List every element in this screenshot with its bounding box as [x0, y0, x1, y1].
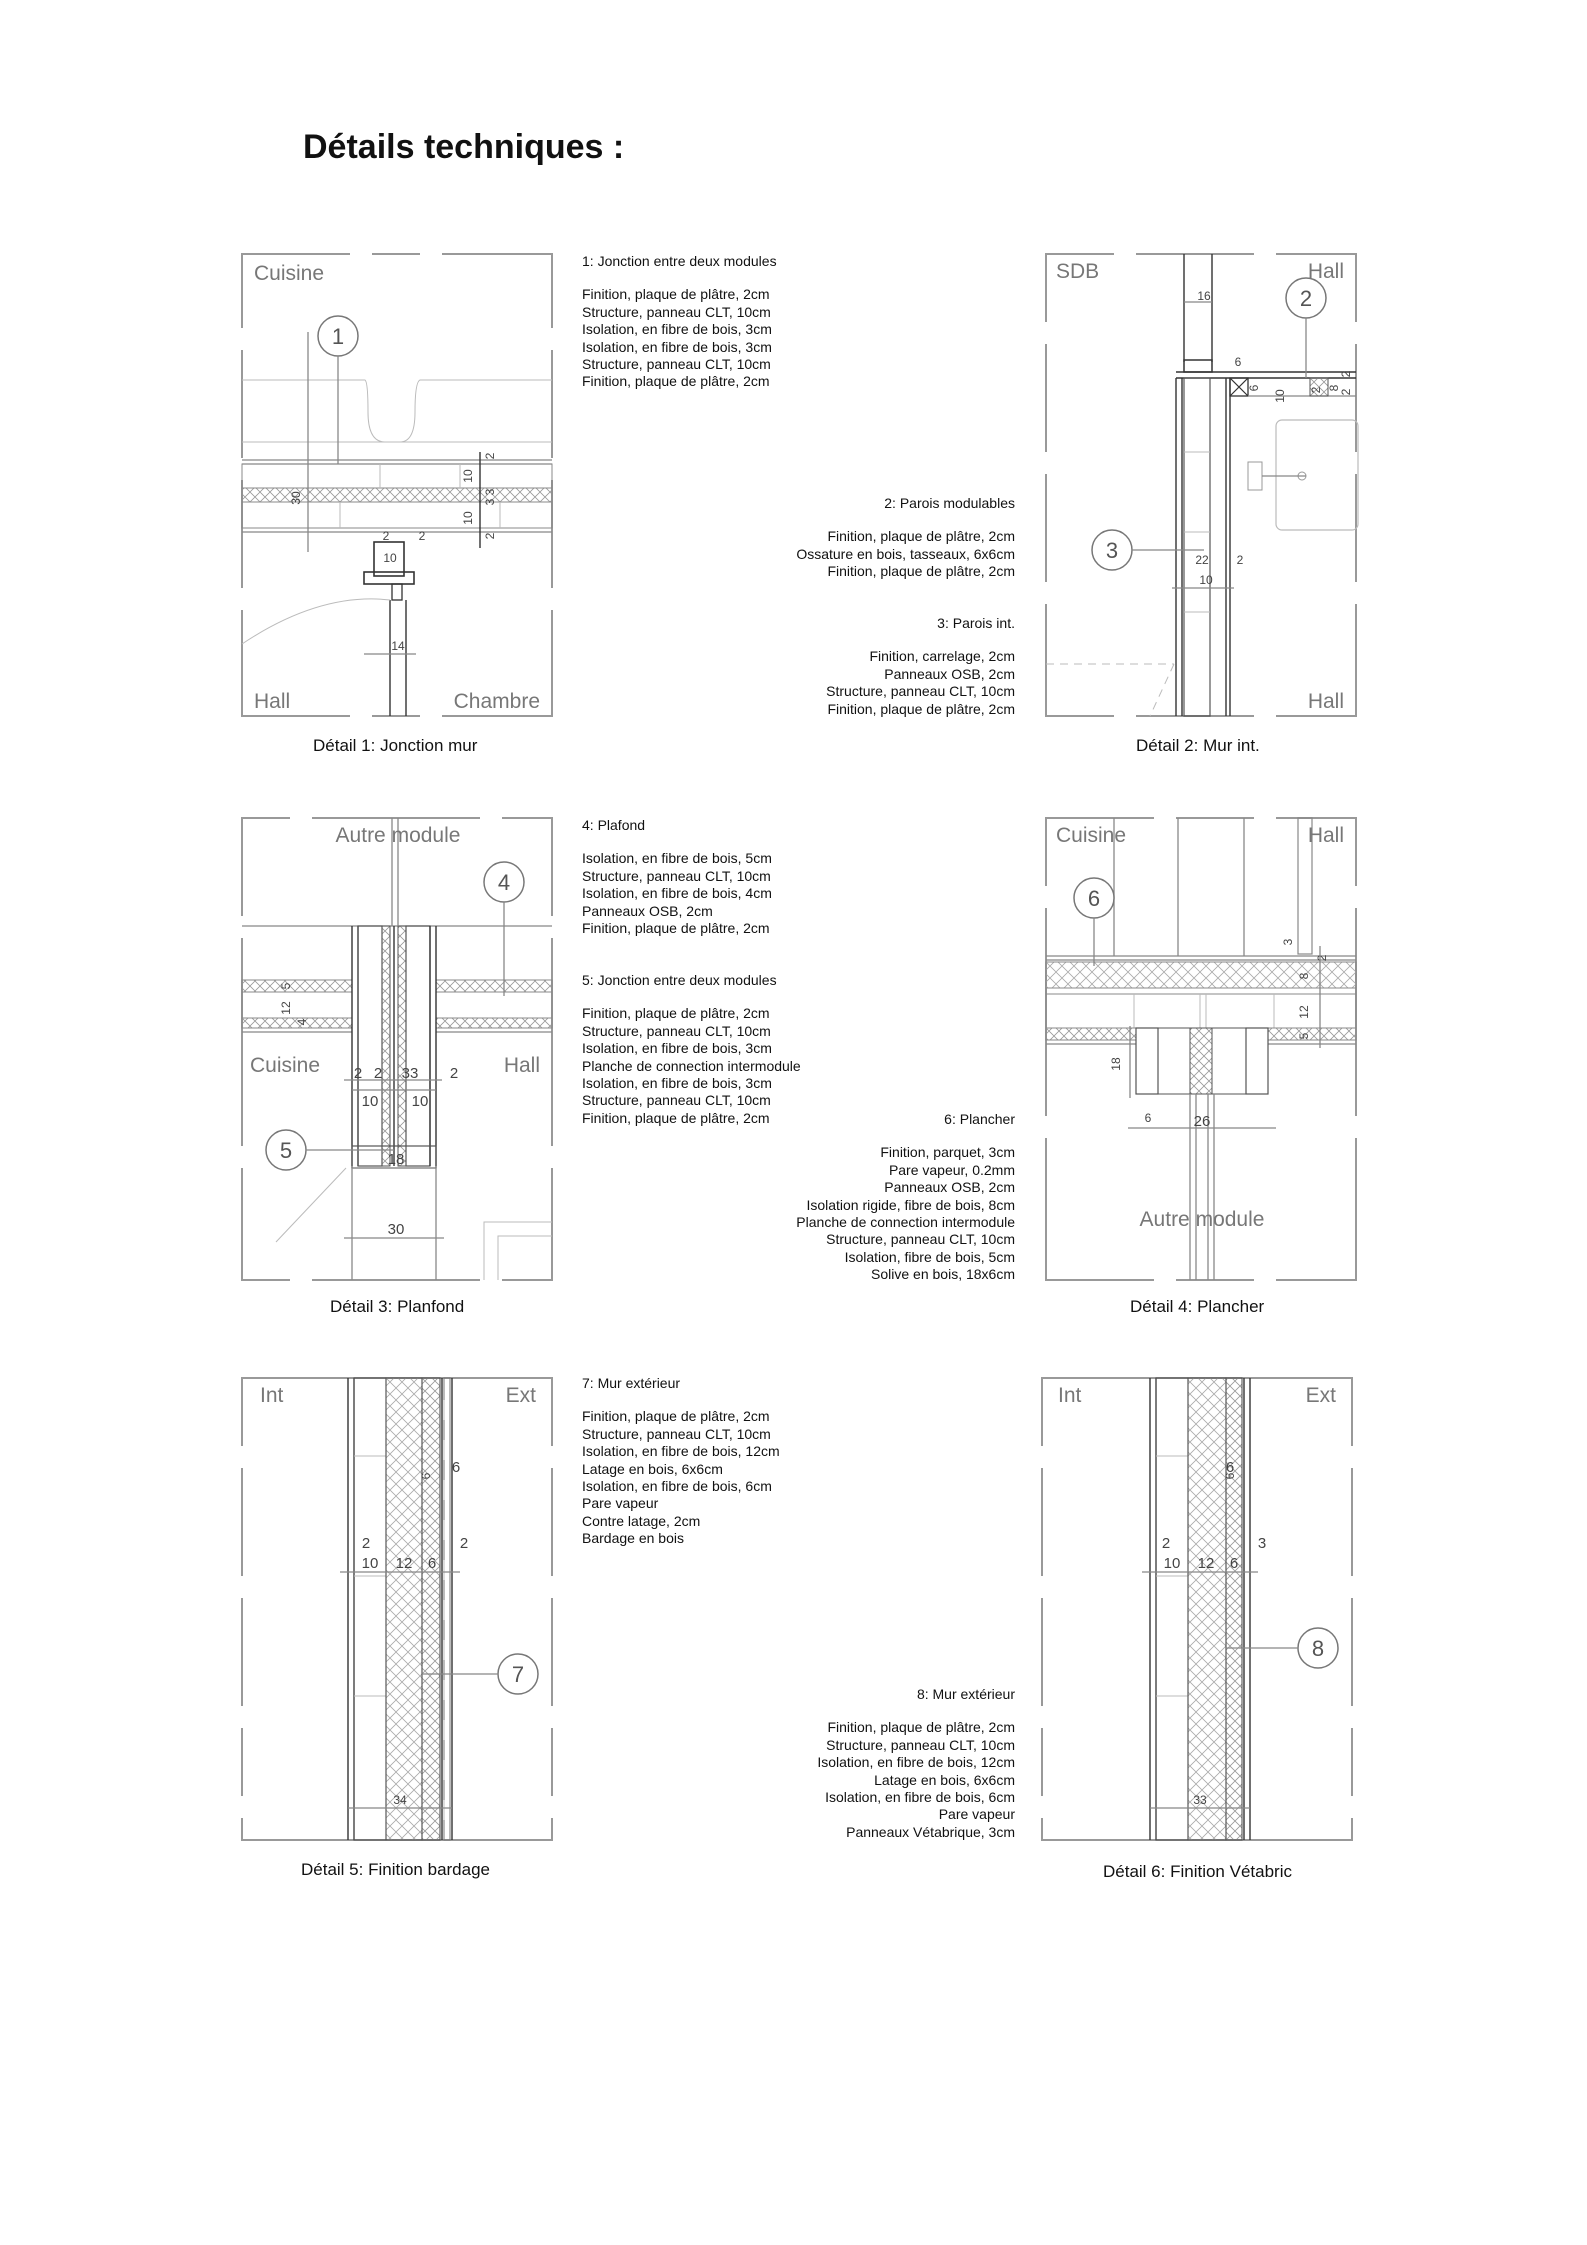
dim-label: 2 — [1315, 954, 1329, 962]
page-title: Détails techniques : — [303, 128, 625, 166]
dim-label: 6 — [1234, 355, 1242, 369]
legend-line: Finition, plaque de plâtre, 2cm — [827, 1719, 1015, 1736]
legend-line: Isolation, fibre de bois, 5cm — [844, 1248, 1015, 1265]
dim-label: 10 — [411, 1093, 429, 1110]
dim-label: 2 — [373, 1065, 383, 1082]
detail-1-drawing — [240, 252, 556, 720]
legend-line: Isolation, en fibre de bois, 5cm — [582, 850, 772, 867]
dim-label: 6 — [1229, 1555, 1239, 1572]
dim-label: 18 — [387, 1151, 405, 1168]
detail-2-caption: Détail 2: Mur int. — [1136, 736, 1260, 755]
legend-line: Ossature en bois, tasseaux, 6x6cm — [796, 545, 1015, 562]
room-label: Autre module — [335, 824, 461, 847]
dim-label: 2 — [1309, 386, 1323, 394]
dim-label: 10 — [1199, 573, 1213, 587]
legend-line: Structure, panneau CLT, 10cm — [582, 867, 771, 884]
dim-label: 33 — [1193, 1793, 1207, 1807]
legend-title: 2: Parois modulables — [884, 495, 1015, 511]
room-label: Cuisine — [254, 262, 325, 285]
dim-label: 10 — [461, 511, 475, 525]
dim-label: 2 — [1161, 1535, 1171, 1552]
legend-line: Latage en bois, 6x6cm — [874, 1771, 1015, 1788]
dim-label: 2 — [418, 529, 426, 543]
legend-7 — [582, 1375, 780, 1548]
dim-label: 4 — [295, 1018, 309, 1026]
dim-label: 2 — [459, 1535, 469, 1552]
legend-line: Finition, parquet, 3cm — [880, 1144, 1015, 1161]
room-label: Hall — [1307, 260, 1344, 283]
room-label: Cuisine — [1056, 824, 1127, 847]
legend-line: Finition, carrelage, 2cm — [869, 648, 1015, 665]
room-label: Ext — [1305, 1384, 1336, 1407]
dim-label: 2 — [483, 452, 497, 460]
room-label: Hall — [1307, 824, 1344, 847]
dim-label: 2 — [483, 532, 497, 540]
dim-label: 2 — [1339, 370, 1353, 378]
dim-label: 5 — [279, 982, 293, 990]
legend-line: Isolation, en fibre de bois, 12cm — [582, 1443, 780, 1460]
detail-2-drawing — [1044, 252, 1360, 720]
legend-line: Isolation, en fibre de bois, 3cm — [582, 1075, 772, 1092]
legend-line: Structure, panneau CLT, 10cm — [582, 1022, 771, 1039]
legend-3 — [826, 615, 1015, 718]
dim-label: 34 — [393, 1793, 407, 1807]
legend-line: Isolation, en fibre de bois, 6cm — [582, 1478, 772, 1495]
legend-line: Finition, plaque de plâtre, 2cm — [582, 286, 770, 303]
detail-3-caption: Détail 3: Planfond — [330, 1297, 465, 1316]
dim-label: 8 — [1327, 384, 1341, 392]
dim-label: 22 — [1195, 553, 1209, 567]
dim-label: 30 — [289, 491, 303, 505]
legend-line: Structure, panneau CLT, 10cm — [582, 303, 771, 320]
dim-label: 12 — [1197, 1555, 1215, 1572]
legend-line: Finition, plaque de plâtre, 2cm — [827, 700, 1015, 717]
dim-label: 2 — [1339, 388, 1353, 396]
room-label: Hall — [1307, 690, 1344, 713]
dim-label: 10 — [461, 469, 475, 483]
detail-4-marker: 4 — [497, 870, 511, 895]
room-label: Int — [1058, 1384, 1082, 1407]
legend-line: Finition, plaque de plâtre, 2cm — [582, 1408, 770, 1425]
legend-title: 5: Jonction entre deux modules — [582, 972, 777, 988]
dim-label: 14 — [391, 639, 405, 653]
dim-label: 2 — [449, 1065, 459, 1082]
legend-line: Latage en bois, 6x6cm — [582, 1460, 723, 1477]
legend-line: Isolation, en fibre de bois, 6cm — [825, 1789, 1015, 1806]
legend-line: Isolation, en fibre de bois, 12cm — [817, 1754, 1015, 1771]
legend-line: Bardage en bois — [582, 1530, 684, 1547]
detail-6-caption: Détail 6: Finition Vétabric — [1103, 1862, 1292, 1881]
dim-label: 12 — [279, 1001, 293, 1015]
legend-line: Structure, panneau CLT, 10cm — [582, 1092, 771, 1109]
dim-label: 3 — [483, 488, 497, 496]
detail-3-marker: 3 — [1105, 538, 1119, 563]
legend-line: Structure, panneau CLT, 10cm — [826, 1736, 1015, 1753]
detail-6-marker: 6 — [1087, 886, 1101, 911]
room-label: SDB — [1056, 260, 1100, 283]
legend-line: Planche de connection intermodule — [582, 1057, 801, 1074]
legend-title: 8: Mur extérieur — [916, 1686, 1015, 1702]
dim-label: 5 — [1297, 1032, 1311, 1040]
dim-label: 2 — [361, 1535, 371, 1552]
detail-5-caption: Détail 5: Finition bardage — [301, 1860, 491, 1879]
dim-label: 3 — [1281, 938, 1295, 946]
legend-line: Finition, plaque de plâtre, 2cm — [827, 528, 1015, 545]
legend-line: Panneaux OSB, 2cm — [884, 1179, 1015, 1196]
legend-line: Structure, panneau CLT, 10cm — [826, 683, 1015, 700]
legend-line: Isolation, en fibre de bois, 3cm — [582, 321, 772, 338]
legend-line: Pare vapeur — [582, 1495, 659, 1512]
dim-label: 2 — [1236, 553, 1244, 567]
legend-title: 1: Jonction entre deux modules — [582, 253, 777, 269]
dim-label: 2 — [353, 1065, 363, 1082]
dim-label: 6 — [419, 1472, 433, 1480]
dim-label: 10 — [361, 1555, 379, 1572]
detail-5-drawing — [240, 1376, 556, 1844]
legend-line: Solive en bois, 18x6cm — [871, 1266, 1015, 1283]
dim-label: 10 — [1273, 389, 1287, 403]
legend-line: Isolation, en fibre de bois, 3cm — [582, 1040, 772, 1057]
detail-4-drawing — [1044, 816, 1360, 1284]
detail-3-drawing — [240, 816, 556, 1284]
detail-7-marker: 7 — [511, 1662, 525, 1687]
room-label: Hall — [254, 690, 291, 713]
legend-line: Finition, plaque de plâtre, 2cm — [582, 920, 770, 937]
legend-8 — [817, 1686, 1015, 1841]
detail-5-marker: 5 — [279, 1138, 293, 1163]
legend-title: 4: Plafond — [582, 817, 646, 833]
legend-line: Panneaux Vétabrique, 3cm — [846, 1823, 1015, 1840]
dim-label: 3 — [483, 498, 497, 506]
detail-1-caption: Détail 1: Jonction mur — [313, 736, 478, 755]
room-label: Hall — [503, 1054, 540, 1077]
legend-line: Planche de connection intermodule — [796, 1214, 1015, 1231]
detail-6-drawing — [1040, 1376, 1356, 1844]
legend-1 — [582, 253, 777, 391]
legend-line: Isolation, en fibre de bois, 3cm — [582, 338, 772, 355]
legend-line: Finition, plaque de plâtre, 2cm — [582, 1005, 770, 1022]
dim-label: 10 — [1163, 1555, 1181, 1572]
dim-label: 6 — [451, 1459, 461, 1476]
dim-label: 26 — [1193, 1113, 1211, 1130]
legend-title: 6: Plancher — [944, 1111, 1015, 1127]
room-label: Ext — [505, 1384, 536, 1407]
legend-line: Structure, panneau CLT, 10cm — [582, 356, 771, 373]
dim-label: 6 — [1225, 1459, 1235, 1476]
detail-8-marker: 8 — [1311, 1636, 1325, 1661]
legend-line: Isolation rigide, fibre de bois, 8cm — [806, 1196, 1015, 1213]
detail-2-marker: 2 — [1299, 286, 1313, 311]
dim-label: 2 — [382, 529, 390, 543]
dim-label: 6 — [1223, 1472, 1237, 1480]
legend-title: 7: Mur extérieur — [582, 1375, 681, 1391]
legend-5 — [582, 972, 801, 1127]
dim-label: 10 — [383, 551, 397, 565]
room-label: Int — [260, 1384, 284, 1407]
legend-line: Isolation, en fibre de bois, 4cm — [582, 885, 772, 902]
legend-line: Panneaux OSB, 2cm — [884, 665, 1015, 682]
room-label: Cuisine — [250, 1054, 321, 1077]
dim-label: 16 — [1197, 289, 1211, 303]
dim-label: 3 — [1257, 1535, 1267, 1552]
legend-line: Contre latage, 2cm — [582, 1512, 701, 1529]
dim-label: 10 — [361, 1093, 379, 1110]
dim-label: 12 — [395, 1555, 413, 1572]
dim-label: 6 — [427, 1555, 437, 1572]
dim-label: 6 — [1144, 1111, 1152, 1125]
legend-line: Structure, panneau CLT, 10cm — [826, 1231, 1015, 1248]
legend-title: 3: Parois int. — [937, 615, 1015, 631]
legend-line: Panneaux OSB, 2cm — [582, 902, 713, 919]
detail-1-marker: 1 — [331, 324, 345, 349]
dim-label: 30 — [387, 1221, 405, 1238]
legend-line: Pare vapeur, 0.2mm — [888, 1161, 1015, 1178]
dim-label: 6 — [1247, 384, 1261, 392]
legend-6 — [796, 1111, 1015, 1284]
legend-line: Structure, panneau CLT, 10cm — [582, 1425, 771, 1442]
legend-line: Finition, plaque de plâtre, 2cm — [582, 1109, 770, 1126]
detail-4-caption: Détail 4: Plancher — [1130, 1297, 1265, 1316]
room-label: Autre module — [1139, 1208, 1265, 1231]
room-label: Chambre — [453, 690, 540, 713]
legend-line: Finition, plaque de plâtre, 2cm — [827, 563, 1015, 580]
dim-label: 18 — [1109, 1057, 1123, 1071]
dim-label: 12 — [1297, 1005, 1311, 1019]
legend-line: Finition, plaque de plâtre, 2cm — [582, 373, 770, 390]
dim-label: 33 — [401, 1065, 419, 1082]
legend-4 — [582, 817, 772, 937]
legend-line: Pare vapeur — [938, 1806, 1015, 1823]
legend-2 — [796, 495, 1015, 581]
dim-label: 8 — [1297, 972, 1311, 980]
